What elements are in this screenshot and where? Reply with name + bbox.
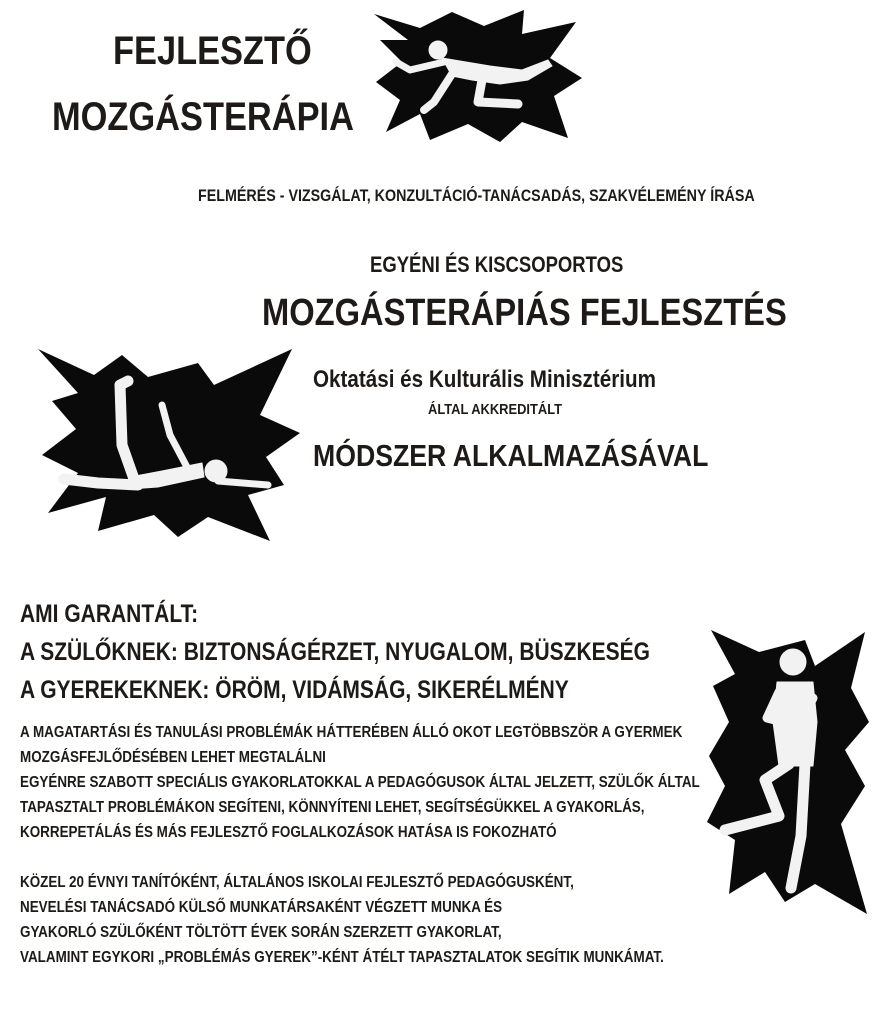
- guarantee-children: A GYEREKEKNEK: ÖRÖM, VIDÁMSÁG, SIKERÉLMÉNY: [20, 676, 569, 704]
- guarantee-parents: A SZÜLŐKNEK: BIZTONSÁGÉRZET, NYUGALOM, BÜSZKESÉG: [20, 638, 651, 666]
- therapy-subheading: EGYÉNI ÉS KISCSOPORTOS: [370, 252, 624, 277]
- paragraph-line: EGYÉNRE SZABOTT SPECIÁLIS GYAKORLATOKKAL A PEDAGÓGUSOK ÁLTAL JELZETT, SZÜLŐK ÁLTAL: [20, 774, 700, 791]
- title-line-1: FEJLESZTŐ: [113, 29, 312, 73]
- paragraph-problems: [20, 720, 700, 845]
- services-line: FELMÉRÉS - VIZSGÁLAT, KONZULTÁCIÓ-TANÁCSADÁS, SZAKVÉLEMÉNY ÍRÁSA: [198, 186, 755, 205]
- paragraph-line: KORREPETÁLÁS ÉS MÁS FEJLESZTŐ FOGLALKOZÁSOK HATÁSA IS FOKOZHATÓ: [20, 824, 557, 841]
- ministry-name: Oktatási és Kulturális Minisztérium: [313, 366, 656, 393]
- burst-figure-standing-icon: [705, 626, 871, 918]
- paragraph-line: VALAMINT EGYKORI „PROBLÉMÁS GYEREK”-KÉNT ÁTÉLT TAPASZTALATOK SEGÍTIK MUNKÁMAT.: [20, 949, 664, 966]
- paragraph-line: MOZGÁSFEJLŐDÉSÉBEN LEHET MEGTALÁLNI: [20, 749, 326, 766]
- therapy-heading: MOZGÁSTERÁPIÁS FEJLESZTÉS: [262, 292, 787, 334]
- paragraph-experience: [20, 870, 664, 970]
- paragraph-line: TAPASZTALT PROBLÉMÁKON SEGÍTENI, KÖNNYÍTENI LEHET, SEGÍTSÉGÜKKEL A GYAKORLÁS,: [20, 799, 645, 816]
- paragraph-line: NEVELÉSI TANÁCSADÓ KÜLSŐ MUNKATÁRSAKÉNT VÉGZETT MUNKA ÉS: [20, 899, 503, 916]
- accredited-by: ÁLTAL AKKREDITÁLT: [428, 401, 562, 418]
- title-line-2: MOZGÁSTERÁPIA: [52, 95, 354, 139]
- paragraph-line: KÖZEL 20 ÉVNYI TANÍTÓKÉNT, ÁLTALÁNOS ISKOLAI FEJLESZTŐ PEDAGÓGUSKÉNT,: [20, 874, 574, 891]
- method-line: MÓDSZER ALKALMAZÁSÁVAL: [313, 438, 709, 473]
- burst-figure-lying-icon: [38, 345, 306, 545]
- paragraph-line: A MAGATARTÁSI ÉS TANULÁSI PROBLÉMÁK HÁTTERÉBEN ÁLLÓ OKOT LEGTÖBBSZÖR A GYERMEK: [20, 724, 683, 741]
- paragraph-line: GYAKORLÓ SZÜLŐKÉNT TÖLTÖTT ÉVEK SORÁN SZERZETT GYAKORLAT,: [20, 924, 502, 941]
- guarantee-heading: AMI GARANTÁLT:: [20, 600, 199, 628]
- burst-figure-crawling-icon: [372, 10, 584, 145]
